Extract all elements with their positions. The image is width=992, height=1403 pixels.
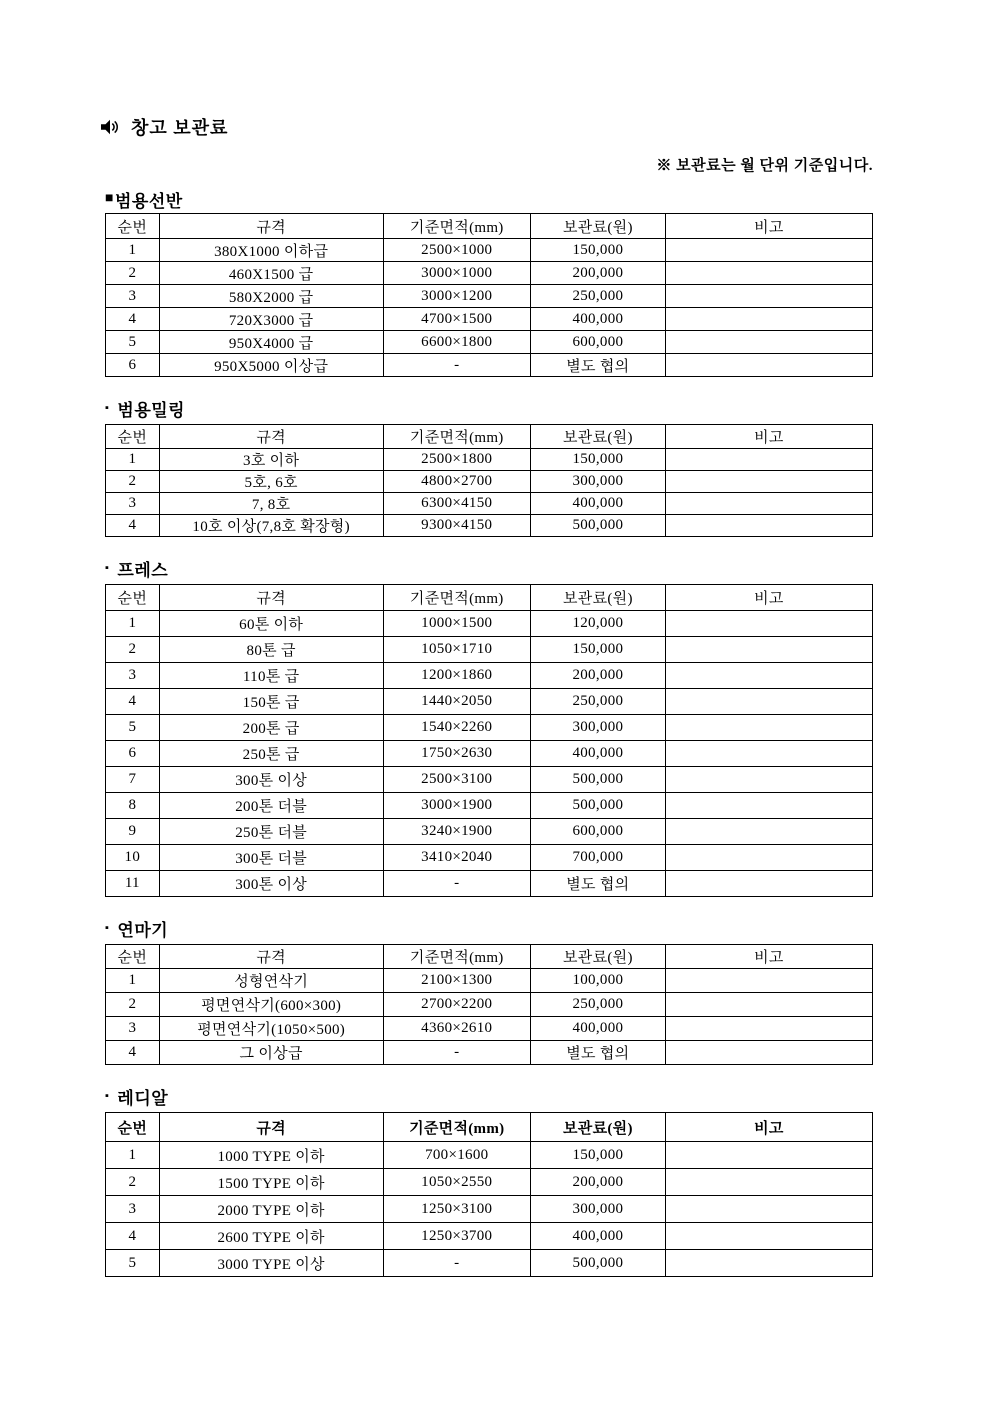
cell-seq: 3 bbox=[106, 285, 160, 308]
section-label bbox=[105, 1085, 873, 1107]
cell-spec: 200톤 급 bbox=[159, 715, 383, 741]
column-header-fee: 보관료(원) bbox=[530, 1113, 665, 1142]
cell-area: 1050×2550 bbox=[383, 1169, 530, 1196]
header-row bbox=[106, 425, 873, 449]
section-label bbox=[105, 917, 873, 939]
cell-fee: 400,000 bbox=[530, 1223, 665, 1250]
column-header-note: 비고 bbox=[665, 945, 872, 969]
cell-note bbox=[665, 1142, 872, 1169]
fee-section bbox=[105, 188, 873, 377]
table-row bbox=[106, 819, 873, 845]
section-label bbox=[105, 557, 873, 579]
cell-area: 1250×3700 bbox=[383, 1223, 530, 1250]
cell-note bbox=[665, 715, 872, 741]
cell-seq: 1 bbox=[106, 969, 160, 993]
cell-fee: 200,000 bbox=[530, 663, 665, 689]
table-row bbox=[106, 793, 873, 819]
table-row bbox=[106, 493, 873, 515]
cell-area: 1000×1500 bbox=[383, 611, 530, 637]
header-row bbox=[106, 945, 873, 969]
section-label bbox=[105, 188, 873, 210]
cell-area: 2500×1800 bbox=[383, 449, 530, 471]
cell-note bbox=[665, 1169, 872, 1196]
cell-area: 3000×1000 bbox=[383, 262, 530, 285]
section-title: 프레스 bbox=[117, 560, 169, 580]
cell-spec: 1000 TYPE 이하 bbox=[159, 1142, 383, 1169]
table-row bbox=[106, 1223, 873, 1250]
table-row bbox=[106, 871, 873, 897]
cell-fee: 700,000 bbox=[530, 845, 665, 871]
column-header-fee: 보관료(원) bbox=[530, 425, 665, 449]
cell-note bbox=[665, 354, 872, 377]
column-header-spec: 규격 bbox=[159, 585, 383, 611]
cell-note bbox=[665, 845, 872, 871]
cell-spec: 950X5000 이상급 bbox=[159, 354, 383, 377]
cell-fee: 500,000 bbox=[530, 1250, 665, 1277]
cell-spec: 그 이상급 bbox=[159, 1041, 383, 1065]
column-header-note: 비고 bbox=[665, 1113, 872, 1142]
cell-seq: 6 bbox=[106, 354, 160, 377]
cell-spec: 460X1500 급 bbox=[159, 262, 383, 285]
cell-fee: 500,000 bbox=[530, 793, 665, 819]
cell-note bbox=[665, 262, 872, 285]
table-row bbox=[106, 741, 873, 767]
cell-area: 1750×2630 bbox=[383, 741, 530, 767]
cell-area: - bbox=[383, 354, 530, 377]
cell-spec: 평면연삭기(600×300) bbox=[159, 993, 383, 1017]
cell-seq: 2 bbox=[106, 471, 160, 493]
cell-fee: 300,000 bbox=[530, 715, 665, 741]
cell-seq: 3 bbox=[106, 1196, 160, 1223]
cell-seq: 3 bbox=[106, 1017, 160, 1041]
section-title: 연마기 bbox=[117, 920, 169, 940]
cell-seq: 4 bbox=[106, 1041, 160, 1065]
cell-seq: 6 bbox=[106, 741, 160, 767]
cell-note bbox=[665, 819, 872, 845]
table-row bbox=[106, 515, 873, 537]
cell-note bbox=[665, 767, 872, 793]
table-row bbox=[106, 354, 873, 377]
table-row bbox=[106, 471, 873, 493]
cell-spec: 300톤 이상 bbox=[159, 871, 383, 897]
table-row bbox=[106, 239, 873, 262]
table-row bbox=[106, 767, 873, 793]
cell-spec: 110톤 급 bbox=[159, 663, 383, 689]
cell-note bbox=[665, 637, 872, 663]
cell-area: 2100×1300 bbox=[383, 969, 530, 993]
fee-table bbox=[105, 213, 873, 377]
fee-sections bbox=[105, 188, 873, 1277]
cell-seq: 3 bbox=[106, 663, 160, 689]
column-header-spec: 규격 bbox=[159, 945, 383, 969]
cell-seq: 1 bbox=[106, 449, 160, 471]
fee-table bbox=[105, 944, 873, 1065]
column-header-area: 기준면적(mm) bbox=[383, 214, 530, 239]
table-row bbox=[106, 1017, 873, 1041]
fee-table bbox=[105, 1112, 873, 1277]
cell-seq: 9 bbox=[106, 819, 160, 845]
cell-fee: 120,000 bbox=[530, 611, 665, 637]
cell-area: 700×1600 bbox=[383, 1142, 530, 1169]
table-row bbox=[106, 611, 873, 637]
cell-spec: 성형연삭기 bbox=[159, 969, 383, 993]
table-row bbox=[106, 449, 873, 471]
cell-fee: 150,000 bbox=[530, 449, 665, 471]
section-bullet-icon: ▪ bbox=[105, 401, 110, 414]
cell-fee: 300,000 bbox=[530, 1196, 665, 1223]
cell-spec: 250톤 더블 bbox=[159, 819, 383, 845]
monthly-basis-note: ※ 보관료는 월 단위 기준입니다. bbox=[656, 158, 873, 174]
table-row bbox=[106, 262, 873, 285]
cell-area: 2700×2200 bbox=[383, 993, 530, 1017]
cell-note bbox=[665, 308, 872, 331]
cell-fee: 600,000 bbox=[530, 331, 665, 354]
cell-seq: 10 bbox=[106, 845, 160, 871]
cell-note bbox=[665, 1041, 872, 1065]
cell-seq: 4 bbox=[106, 689, 160, 715]
cell-fee: 별도 협의 bbox=[530, 1041, 665, 1065]
cell-spec: 5호, 6호 bbox=[159, 471, 383, 493]
column-header-fee: 보관료(원) bbox=[530, 945, 665, 969]
cell-area: 2500×1000 bbox=[383, 239, 530, 262]
cell-seq: 4 bbox=[106, 308, 160, 331]
cell-seq: 1 bbox=[106, 611, 160, 637]
table-row bbox=[106, 1142, 873, 1169]
section-bullet-icon: ▪ bbox=[105, 561, 110, 574]
cell-fee: 600,000 bbox=[530, 819, 665, 845]
header-row bbox=[106, 585, 873, 611]
table-row bbox=[106, 663, 873, 689]
cell-spec: 200톤 더블 bbox=[159, 793, 383, 819]
column-header-seq: 순번 bbox=[106, 945, 160, 969]
cell-note bbox=[665, 663, 872, 689]
cell-area: 4700×1500 bbox=[383, 308, 530, 331]
cell-fee: 500,000 bbox=[530, 515, 665, 537]
cell-spec: 7, 8호 bbox=[159, 493, 383, 515]
column-header-seq: 순번 bbox=[106, 585, 160, 611]
cell-note bbox=[665, 285, 872, 308]
cell-area: 1440×2050 bbox=[383, 689, 530, 715]
cell-note bbox=[665, 331, 872, 354]
table-row bbox=[106, 993, 873, 1017]
column-header-spec: 규격 bbox=[159, 425, 383, 449]
column-header-fee: 보관료(원) bbox=[530, 585, 665, 611]
cell-fee: 400,000 bbox=[530, 308, 665, 331]
cell-seq: 4 bbox=[106, 1223, 160, 1250]
cell-note bbox=[665, 871, 872, 897]
table-row bbox=[106, 1041, 873, 1065]
column-header-area: 기준면적(mm) bbox=[383, 945, 530, 969]
cell-area: 4360×2610 bbox=[383, 1017, 530, 1041]
cell-spec: 300톤 이상 bbox=[159, 767, 383, 793]
section-title: 범용밀링 bbox=[117, 400, 186, 420]
cell-note bbox=[665, 1250, 872, 1277]
cell-spec: 평면연삭기(1050×500) bbox=[159, 1017, 383, 1041]
cell-spec: 80톤 급 bbox=[159, 637, 383, 663]
cell-note bbox=[665, 449, 872, 471]
fee-table bbox=[105, 584, 873, 897]
column-header-seq: 순번 bbox=[106, 425, 160, 449]
section-label bbox=[105, 397, 873, 419]
cell-area: 9300×4150 bbox=[383, 515, 530, 537]
header-row bbox=[106, 1113, 873, 1142]
cell-spec: 2600 TYPE 이하 bbox=[159, 1223, 383, 1250]
cell-area: - bbox=[383, 1250, 530, 1277]
cell-fee: 150,000 bbox=[530, 637, 665, 663]
cell-area: 3240×1900 bbox=[383, 819, 530, 845]
cell-area: 1200×1860 bbox=[383, 663, 530, 689]
page-title: 창고 보관료 bbox=[131, 118, 229, 138]
cell-note bbox=[665, 515, 872, 537]
cell-seq: 3 bbox=[106, 493, 160, 515]
column-header-area: 기준면적(mm) bbox=[383, 425, 530, 449]
cell-note bbox=[665, 493, 872, 515]
cell-seq: 5 bbox=[106, 331, 160, 354]
cell-area: 6600×1800 bbox=[383, 331, 530, 354]
cell-area: 1050×1710 bbox=[383, 637, 530, 663]
cell-seq: 4 bbox=[106, 515, 160, 537]
cell-spec: 60톤 이하 bbox=[159, 611, 383, 637]
cell-note bbox=[665, 611, 872, 637]
cell-spec: 580X2000 급 bbox=[159, 285, 383, 308]
cell-seq: 8 bbox=[106, 793, 160, 819]
column-header-fee: 보관료(원) bbox=[530, 214, 665, 239]
cell-seq: 11 bbox=[106, 871, 160, 897]
cell-note bbox=[665, 1017, 872, 1041]
cell-fee: 150,000 bbox=[530, 1142, 665, 1169]
cell-seq: 2 bbox=[106, 1169, 160, 1196]
table-row bbox=[106, 845, 873, 871]
cell-area: - bbox=[383, 1041, 530, 1065]
cell-spec: 3호 이하 bbox=[159, 449, 383, 471]
cell-seq: 1 bbox=[106, 1142, 160, 1169]
cell-seq: 5 bbox=[106, 715, 160, 741]
cell-note bbox=[665, 993, 872, 1017]
cell-spec: 950X4000 급 bbox=[159, 331, 383, 354]
cell-fee: 300,000 bbox=[530, 471, 665, 493]
cell-note bbox=[665, 239, 872, 262]
cell-spec: 3000 TYPE 이상 bbox=[159, 1250, 383, 1277]
section-bullet-icon: ▪ bbox=[105, 1089, 110, 1102]
table-row bbox=[106, 331, 873, 354]
column-header-note: 비고 bbox=[665, 425, 872, 449]
cell-spec: 250톤 급 bbox=[159, 741, 383, 767]
cell-fee: 400,000 bbox=[530, 741, 665, 767]
document-content bbox=[105, 0, 873, 1277]
cell-fee: 400,000 bbox=[530, 493, 665, 515]
cell-fee: 200,000 bbox=[530, 262, 665, 285]
cell-area: 1540×2260 bbox=[383, 715, 530, 741]
column-header-note: 비고 bbox=[665, 585, 872, 611]
cell-area: 3000×1200 bbox=[383, 285, 530, 308]
table-row bbox=[106, 1196, 873, 1223]
cell-note bbox=[665, 689, 872, 715]
cell-fee: 400,000 bbox=[530, 1017, 665, 1041]
cell-seq: 2 bbox=[106, 262, 160, 285]
cell-fee: 250,000 bbox=[530, 993, 665, 1017]
table-row bbox=[106, 637, 873, 663]
cell-fee: 250,000 bbox=[530, 689, 665, 715]
cell-fee: 별도 협의 bbox=[530, 871, 665, 897]
cell-fee: 100,000 bbox=[530, 969, 665, 993]
cell-area: 6300×4150 bbox=[383, 493, 530, 515]
section-bullet-icon: ■ bbox=[105, 191, 114, 206]
section-title: 범용선반 bbox=[114, 191, 183, 211]
cell-fee: 250,000 bbox=[530, 285, 665, 308]
table-row bbox=[106, 689, 873, 715]
section-bullet-icon: ▪ bbox=[105, 921, 110, 934]
cell-note bbox=[665, 1223, 872, 1250]
cell-area: 1250×3100 bbox=[383, 1196, 530, 1223]
cell-seq: 5 bbox=[106, 1250, 160, 1277]
cell-fee: 별도 협의 bbox=[530, 354, 665, 377]
cell-seq: 7 bbox=[106, 767, 160, 793]
cell-spec: 10호 이상(7,8호 확장형) bbox=[159, 515, 383, 537]
speaker-icon bbox=[99, 118, 121, 136]
fee-table bbox=[105, 424, 873, 537]
cell-note bbox=[665, 741, 872, 767]
table-row bbox=[106, 1169, 873, 1196]
cell-fee: 500,000 bbox=[530, 767, 665, 793]
cell-spec: 2000 TYPE 이하 bbox=[159, 1196, 383, 1223]
cell-spec: 720X3000 급 bbox=[159, 308, 383, 331]
column-header-area: 기준면적(mm) bbox=[383, 585, 530, 611]
section-title: 레디알 bbox=[117, 1088, 169, 1108]
table-row bbox=[106, 969, 873, 993]
fee-section bbox=[105, 1085, 873, 1277]
doc-title-row bbox=[99, 115, 873, 139]
column-header-area: 기준면적(mm) bbox=[383, 1113, 530, 1142]
table-row bbox=[106, 715, 873, 741]
header-row bbox=[106, 214, 873, 239]
cell-area: 3000×1900 bbox=[383, 793, 530, 819]
table-row bbox=[106, 308, 873, 331]
cell-spec: 380X1000 이하급 bbox=[159, 239, 383, 262]
column-header-note: 비고 bbox=[665, 214, 872, 239]
cell-note bbox=[665, 1196, 872, 1223]
cell-note bbox=[665, 969, 872, 993]
cell-area: 2500×3100 bbox=[383, 767, 530, 793]
cell-seq: 2 bbox=[106, 637, 160, 663]
column-header-seq: 순번 bbox=[106, 1113, 160, 1142]
fee-section bbox=[105, 397, 873, 537]
column-header-spec: 규격 bbox=[159, 214, 383, 239]
cell-area: - bbox=[383, 871, 530, 897]
cell-note bbox=[665, 793, 872, 819]
cell-fee: 200,000 bbox=[530, 1169, 665, 1196]
table-row bbox=[106, 1250, 873, 1277]
cell-fee: 150,000 bbox=[530, 239, 665, 262]
column-header-seq: 순번 bbox=[106, 214, 160, 239]
cell-seq: 2 bbox=[106, 993, 160, 1017]
table-row bbox=[106, 285, 873, 308]
fee-section bbox=[105, 917, 873, 1065]
column-header-spec: 규격 bbox=[159, 1113, 383, 1142]
cell-area: 4800×2700 bbox=[383, 471, 530, 493]
cell-note bbox=[665, 471, 872, 493]
cell-spec: 150톤 급 bbox=[159, 689, 383, 715]
fee-section bbox=[105, 557, 873, 897]
cell-area: 3410×2040 bbox=[383, 845, 530, 871]
cell-spec: 300톤 더블 bbox=[159, 845, 383, 871]
cell-spec: 1500 TYPE 이하 bbox=[159, 1169, 383, 1196]
cell-seq: 1 bbox=[106, 239, 160, 262]
